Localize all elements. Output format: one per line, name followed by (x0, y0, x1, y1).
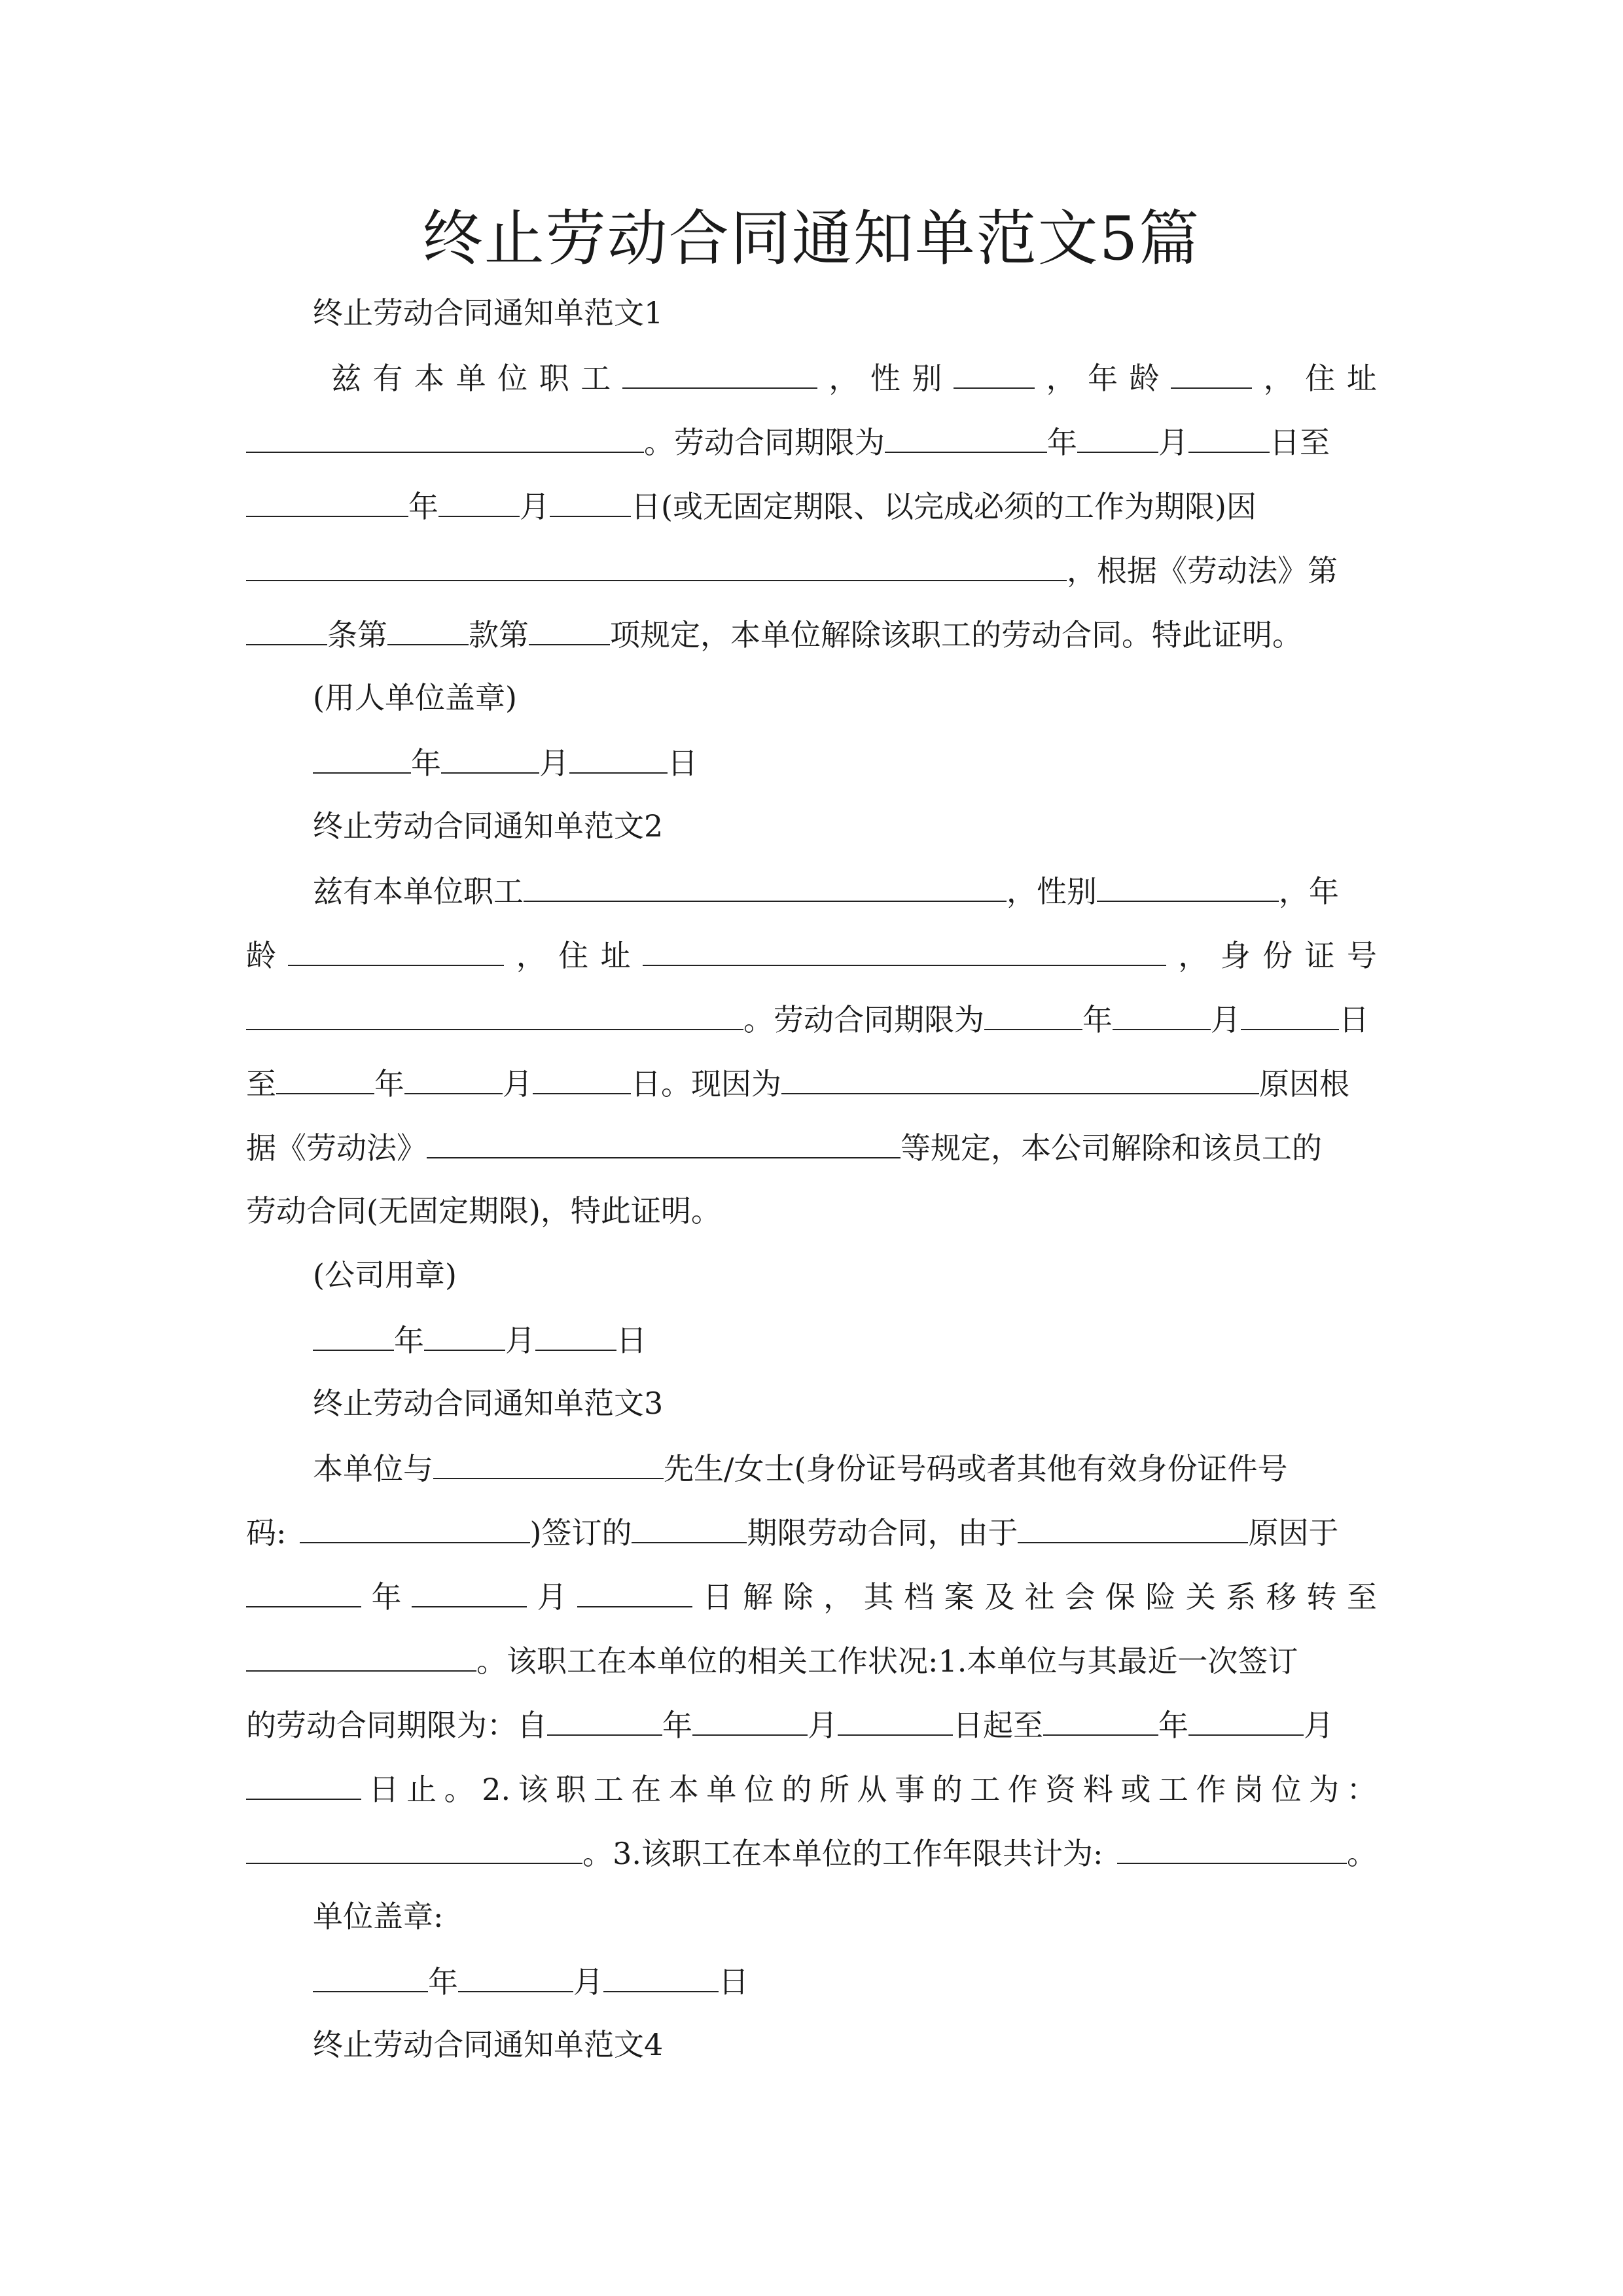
text-segment: 身 (1220, 938, 1251, 973)
blank-reason[interactable] (781, 1060, 1259, 1094)
text-segment: 年 (662, 1708, 692, 1743)
blank-end-day[interactable] (533, 1060, 631, 1094)
blank-reason[interactable] (246, 547, 1067, 581)
blank-from-day[interactable] (838, 1702, 953, 1736)
section-3-seal (313, 1894, 1377, 1939)
text-segment: 证 (1304, 938, 1335, 973)
section-2-heading (313, 804, 1377, 848)
text-segment: 劳动合同(无固定期限)，特此证明。 (246, 1193, 721, 1229)
blank-employee-name[interactable] (433, 1445, 664, 1479)
text-segment: 址 (1346, 361, 1377, 396)
text-segment: 据《劳动法》 (246, 1130, 427, 1166)
section-1-line-1 (331, 355, 1377, 401)
text-segment: 案 (944, 1579, 974, 1615)
text-segment: 年 (394, 1323, 424, 1358)
text-segment: 档 (904, 1579, 935, 1615)
section-2-seal (313, 1253, 1377, 1297)
text-segment: 年 (1047, 425, 1077, 460)
section-3-line-1 (313, 1445, 1377, 1491)
text-segment: 止 (406, 1772, 437, 1807)
text-segment: 先生/女士(身份证号码或者其他有效身份证件号 (664, 1451, 1288, 1486)
text-segment: 终止劳动合同通知单范文4 (313, 2027, 664, 2062)
section-1-heading (313, 291, 1377, 335)
text-segment: 事 (895, 1772, 925, 1807)
text-segment: 原因根 (1259, 1066, 1349, 1102)
section-3-heading (313, 1381, 1377, 1426)
text-segment: 月 (537, 1579, 567, 1615)
blank-start-year[interactable] (885, 419, 1047, 453)
text-segment: 月 (573, 1964, 603, 2000)
text-segment: 月 (503, 1066, 533, 1102)
text-segment: 项规定，本单位解除该职工的劳动合同。特此证明。 (610, 617, 1302, 653)
text-segment: 的劳动合同期限为：自 (246, 1708, 547, 1743)
text-segment: 该 (518, 1772, 548, 1807)
text-segment: 别 (912, 361, 942, 396)
text-segment: 工 (580, 361, 611, 396)
text-segment: 月 (808, 1708, 838, 1743)
text-segment: ， (516, 938, 546, 973)
text-segment: 月 (1158, 425, 1188, 460)
blank-start-month[interactable] (1113, 996, 1211, 1030)
text-segment: 的 (781, 1772, 812, 1807)
blank-start-day[interactable] (1188, 419, 1270, 453)
text-segment: 在 (631, 1772, 662, 1807)
text-segment: ， (829, 361, 859, 396)
blank-address[interactable] (246, 419, 644, 453)
text-segment: 终止劳动合同通知单范文2 (313, 808, 664, 844)
text-segment: 龄 (1129, 361, 1160, 396)
text-segment: ，根据《劳动法》第 (1067, 553, 1338, 588)
blank-age[interactable] (288, 932, 504, 966)
text-segment: 单 (706, 1772, 737, 1807)
text-segment: 年 (1088, 361, 1118, 396)
blank-address[interactable] (643, 932, 1166, 966)
blank-start-month[interactable] (1077, 419, 1158, 453)
blank-end-month[interactable] (404, 1060, 503, 1094)
section-3-date (313, 1958, 1377, 2004)
text-segment: 关 (1185, 1579, 1216, 1615)
text-segment: 2. (482, 1772, 511, 1807)
text-segment: 转 (1306, 1579, 1337, 1615)
text-segment: 月 (1304, 1708, 1334, 1743)
text-segment: 从 (857, 1772, 887, 1807)
text-segment: 原因于 (1248, 1515, 1339, 1551)
text-segment: 移 (1266, 1579, 1296, 1615)
blank-to-day[interactable] (246, 1766, 361, 1800)
section-2-date (313, 1317, 1377, 1363)
text-segment: 本单位与 (313, 1451, 433, 1486)
text-segment: 日。现因为 (631, 1066, 781, 1102)
text-segment: 日至 (1270, 425, 1330, 460)
section-2-line-5 (246, 1124, 1377, 1170)
blank-end-year[interactable] (246, 483, 408, 517)
section-1-line-2 (246, 419, 1377, 465)
text-segment: 月 (539, 745, 569, 781)
blank-employee-name[interactable] (524, 868, 1007, 902)
text-segment: 职 (556, 1772, 586, 1807)
blank-reason[interactable] (1018, 1509, 1248, 1543)
text-segment: ， (1263, 361, 1294, 396)
text-segment: 工 (970, 1772, 1001, 1807)
text-segment: 址 (600, 938, 631, 973)
text-segment: 位 (497, 361, 528, 396)
text-segment: 作 (1196, 1772, 1226, 1807)
blank-article[interactable] (246, 611, 327, 645)
text-segment: 性 (870, 361, 901, 396)
text-segment: 年 (428, 1964, 458, 2000)
text-segment: 岗 (1234, 1772, 1264, 1807)
blank-to-year[interactable] (1043, 1702, 1158, 1736)
text-segment: 。 (444, 1772, 474, 1807)
blank-sign-year[interactable] (313, 1317, 394, 1351)
text-segment: 除 (783, 1579, 813, 1615)
section-3-line-6 (246, 1766, 1377, 1812)
text-segment: 单位盖章: (313, 1899, 444, 1934)
section-3-line-7 (246, 1830, 1377, 1876)
text-segment: )签订的 (529, 1515, 632, 1551)
text-segment: 终止劳动合同通知单范文1 (313, 295, 664, 331)
section-1-date (313, 740, 1377, 785)
text-segment: 。劳动合同期限为 (644, 425, 885, 460)
text-segment: 资 (1045, 1772, 1076, 1807)
blank-sign-year[interactable] (313, 1958, 428, 1992)
section-4-heading (313, 2022, 1377, 2067)
text-segment: 等规定，本公司解除和该员工的 (901, 1130, 1322, 1166)
text-segment: 期限劳动合同，由于 (747, 1515, 1018, 1551)
text-segment: 社 (1024, 1579, 1055, 1615)
text-segment: 月 (505, 1323, 535, 1358)
blank-sign-day[interactable] (569, 740, 668, 774)
blank-law-article[interactable] (427, 1124, 901, 1158)
text-segment: 月 (520, 489, 550, 524)
section-3-line-2 (246, 1509, 1377, 1555)
text-segment: 终止劳动合同通知单范文3 (313, 1386, 664, 1421)
text-segment: 日 (616, 1323, 647, 1358)
text-segment: 年 (374, 1066, 404, 1102)
text-segment: ， (1178, 938, 1209, 973)
text-segment: 本 (668, 1772, 699, 1807)
text-segment: 的 (932, 1772, 963, 1807)
text-segment: 。劳动合同期限为 (743, 1002, 984, 1037)
blank-age[interactable] (1171, 355, 1252, 389)
text-segment: 日 (368, 1772, 399, 1807)
section-3-line-5 (246, 1702, 1377, 1748)
text-segment: 款第 (469, 617, 529, 653)
blank-sign-day[interactable] (535, 1317, 616, 1351)
blank-id-number[interactable] (246, 996, 743, 1030)
text-segment: 。该职工在本单位的相关工作状况:1.本单位与其最近一次签订 (476, 1643, 1298, 1679)
section-1-line-3 (246, 483, 1377, 529)
section-1-line-4 (246, 547, 1377, 593)
blank-clause[interactable] (387, 611, 469, 645)
text-segment: 龄 (246, 938, 276, 973)
text-segment: ，年 (1279, 874, 1339, 909)
text-segment: 位 (743, 1772, 774, 1807)
blank-item[interactable] (529, 611, 610, 645)
text-segment: 险 (1145, 1579, 1176, 1615)
text-segment: 日 (719, 1964, 749, 2000)
text-segment: 系 (1226, 1579, 1257, 1615)
text-segment: ， (823, 1579, 854, 1615)
text-segment: (用人单位盖章) (313, 680, 517, 715)
blank-to-month[interactable] (1188, 1702, 1304, 1736)
text-segment: 单 (455, 361, 486, 396)
text-segment: 号 (1346, 938, 1377, 973)
text-segment: ，性别 (1007, 874, 1097, 909)
blank-work-years[interactable] (1117, 1830, 1347, 1864)
blank-end-day[interactable] (577, 1573, 692, 1607)
text-segment: 兹 (331, 361, 361, 396)
text-segment: 住 (558, 938, 589, 973)
text-segment: 本 (414, 361, 445, 396)
text-segment: 为 (1309, 1772, 1340, 1807)
text-segment: 。 (1347, 1836, 1377, 1871)
section-2-line-1 (313, 868, 1377, 914)
text-segment: 年 (1158, 1708, 1188, 1743)
text-segment: 有 (372, 361, 403, 396)
text-segment: 保 (1105, 1579, 1135, 1615)
blank-end-year[interactable] (246, 1573, 361, 1607)
blank-sign-month[interactable] (424, 1317, 505, 1351)
blank-sign-day[interactable] (603, 1958, 719, 1992)
text-segment: 位 (1271, 1772, 1302, 1807)
text-segment: 料 (1082, 1772, 1113, 1807)
blank-gender[interactable] (1097, 868, 1279, 902)
text-segment: 月 (1211, 1002, 1241, 1037)
text-segment: ： (1346, 1772, 1377, 1807)
blank-end-month[interactable] (412, 1573, 527, 1607)
blank-start-day[interactable] (1241, 996, 1339, 1030)
text-segment: 码: (246, 1515, 287, 1551)
text-segment: 份 (1262, 938, 1293, 973)
text-segment: 日 (702, 1579, 733, 1615)
section-2-line-6 (246, 1189, 1377, 1233)
blank-employee-name[interactable] (622, 355, 817, 389)
blank-gender[interactable] (954, 355, 1035, 389)
text-segment: 所 (819, 1772, 849, 1807)
blank-id-number[interactable] (300, 1509, 530, 1543)
section-1-seal (313, 675, 1377, 720)
text-segment: ， (1046, 361, 1077, 396)
blank-from-year[interactable] (547, 1702, 662, 1736)
text-segment: 工 (1158, 1772, 1188, 1807)
text-segment: 年 (371, 1579, 402, 1615)
section-2-line-2 (246, 932, 1377, 978)
text-segment: 日起至 (953, 1708, 1043, 1743)
text-segment: 至 (246, 1066, 276, 1102)
text-segment: 年 (408, 489, 438, 524)
text-segment: 年 (1082, 1002, 1113, 1037)
blank-end-month[interactable] (438, 483, 520, 517)
text-segment: 。3.该职工在本单位的工作年限共计为: (582, 1836, 1103, 1871)
text-segment: (公司用章) (313, 1257, 457, 1293)
blank-start-year[interactable] (984, 996, 1082, 1030)
text-segment: 年 (411, 745, 441, 781)
blank-from-month[interactable] (692, 1702, 808, 1736)
text-segment: 至 (1346, 1579, 1377, 1615)
text-segment: 会 (1065, 1579, 1096, 1615)
blank-transfer-to[interactable] (246, 1638, 476, 1672)
blank-end-year[interactable] (276, 1060, 374, 1094)
blank-job-position[interactable] (246, 1830, 582, 1864)
blank-sign-month[interactable] (458, 1958, 573, 1992)
blank-term-type[interactable] (632, 1509, 747, 1543)
text-segment: 日 (668, 745, 698, 781)
text-segment: 工 (593, 1772, 624, 1807)
text-segment: 兹有本单位职工 (313, 874, 524, 909)
section-3-line-4 (246, 1638, 1377, 1683)
text-segment: 条第 (327, 617, 387, 653)
section-3-line-3 (246, 1573, 1377, 1619)
text-segment: 其 (863, 1579, 894, 1615)
text-segment: 日(或无固定期限、以完成必须的工作为期限)因 (631, 489, 1257, 524)
text-segment: 及 (984, 1579, 1015, 1615)
document-title: 终止劳动合同通知单范文5篇 (422, 204, 1201, 274)
blank-sign-month[interactable] (441, 740, 539, 774)
text-segment: 日 (1339, 1002, 1369, 1037)
section-1-line-5 (246, 611, 1377, 657)
text-segment: 住 (1305, 361, 1336, 396)
text-segment: 或 (1120, 1772, 1151, 1807)
section-2-line-3 (246, 996, 1377, 1042)
text-segment: 职 (539, 361, 569, 396)
text-segment: 作 (1007, 1772, 1038, 1807)
blank-sign-year[interactable] (313, 740, 411, 774)
blank-end-day[interactable] (550, 483, 631, 517)
text-segment: 解 (743, 1579, 774, 1615)
section-2-line-4 (246, 1060, 1377, 1106)
